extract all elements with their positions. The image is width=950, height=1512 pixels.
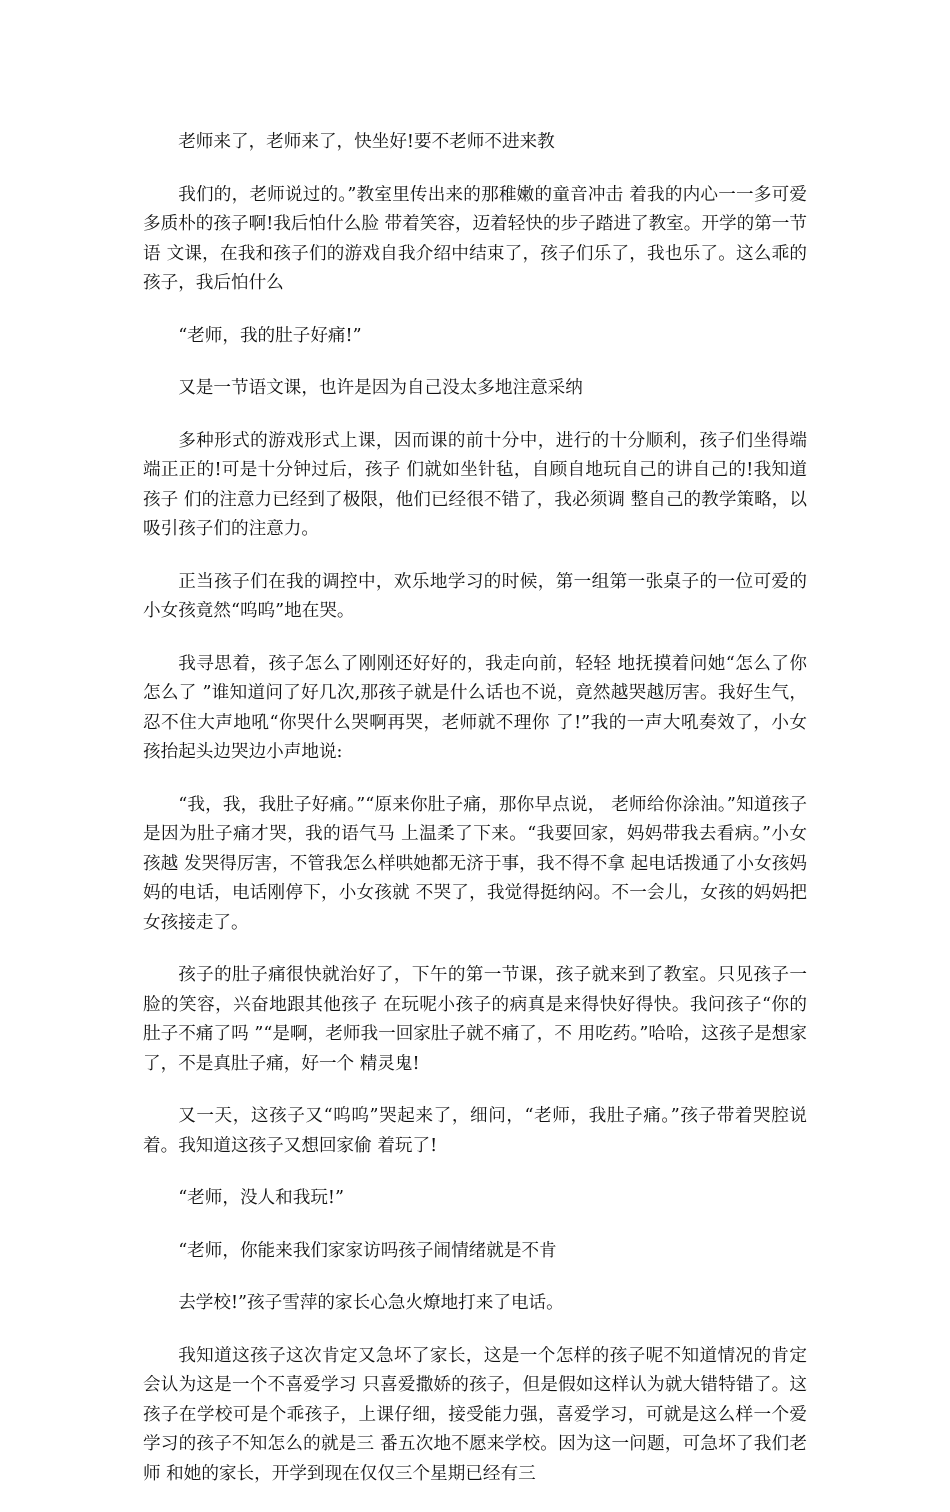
- paragraph: 又一天，这孩子又“呜呜”哭起来了，细问，“老师，我肚子痛。”孩子带着哭腔说着。我知道这孩子又想回家偷 着玩了!: [143, 1106, 807, 1156]
- paragraph: 去学校!”孩子雪萍的家长心急火燎地打来了电话。: [178, 1293, 564, 1313]
- paragraph: “我，我，我肚子好痛。”“原来你肚子痛，那你早点说， 老师给你涂油。”知道孩子是因为肚子痛才哭，我的语气马 上温柔了下来。“我要回家，妈妈带我去看病。”小女孩越 发哭得厉害，不管我怎么样哄她都无济于事，我不得不拿 起电话拨通了小女孩妈妈的电话，电话刚停下，小女孩就 不哭了，我觉得挺纳闷。不一会儿，女孩的妈妈把女孩接走了。: [143, 794, 807, 933]
- paragraph: “老师，没人和我玩!”: [178, 1188, 344, 1208]
- paragraph: 我们的，老师说过的。”教室里传出来的那稚嫩的童音冲击 着我的内心一一多可爱多质朴的孩子啊!我后怕什么脸 带着笑容，迈着轻快的步子踏进了教室。开学的第一节语 文课，在我和孩子们的游戏自我介绍中结束了，孩子们乐了，我也乐了。这么乖的孩子，我后怕什么: [143, 184, 807, 293]
- paragraph: “老师，我的肚子好痛!”: [178, 325, 362, 346]
- paragraph: 我寻思着，孩子怎么了刚刚还好好的，我走向前，轻轻 地抚摸着问她“怎么了你怎么了 ”谁知道问了好几次,那孩子就是什么话也不说，竟然越哭越厉害。我好生气， 忍不住大声地吼“你哭什么哭啊再哭，老师就不理你 了!”我的一声大吼奏效了，小女孩抬起头边哭边小声地说:: [143, 653, 807, 762]
- paragraph: “老师，你能来我们家家访吗孩子闹情绪就是不肯: [178, 1240, 557, 1261]
- paragraph: 孩子的肚子痛很快就治好了，下午的第一节课，孩子就来到了教室。只见孩子一脸的笑容，兴奋地跟其他孩子 在玩呢小孩子的病真是来得快好得快。我问孩子“你的 肚子不痛了吗 ”“是啊，老师我一回家肚子就不痛了，不 用吃药。”哈哈，这孩子是想家了，不是真肚子痛，好一个 精灵鬼!: [143, 965, 807, 1074]
- paragraph: 老师来了，老师来了，快坐好!要不老师不进来教: [178, 132, 555, 152]
- paragraph: 多种形式的游戏形式上课，因而课的前十分中，进行的十分顺利，孩子们坐得端端正正的!可是十分钟过后，孩子 们就如坐针毡，自顾自地玩自己的讲自己的!我知道孩子 们的注意力已经到了极限，他们已经很不错了，我必须调 整自己的教学策略，以吸引孩子们的注意力。: [143, 430, 807, 539]
- paragraph: 我知道这孩子这次肯定又急坏了家长，这是一个怎样的孩子呢不知道情况的肯定会认为这是一个不喜爱学习 只喜爱撒娇的孩子，但是假如这样认为就大错特错了。这 孩子在学校可是个乖孩子，上课仔细，接受能力强，喜爱学习，可就是这么样一个爱学习的孩子不知怎么的就是三 番五次地不愿来学校。因为这一问题，可急坏了我们老师 和她的家长，开学到现在仅仅三个星期已经有三: [143, 1345, 807, 1484]
- paragraph: 正当孩子们在我的调控中，欢乐地学习的时候，第一组第一张桌子的一位可爱的小女孩竟然“呜呜”地在哭。: [143, 571, 807, 621]
- document-body: [143, 128, 807, 1512]
- paragraph: 又是一节语文课，也许是因为自己没太多地注意采纳: [178, 378, 583, 398]
